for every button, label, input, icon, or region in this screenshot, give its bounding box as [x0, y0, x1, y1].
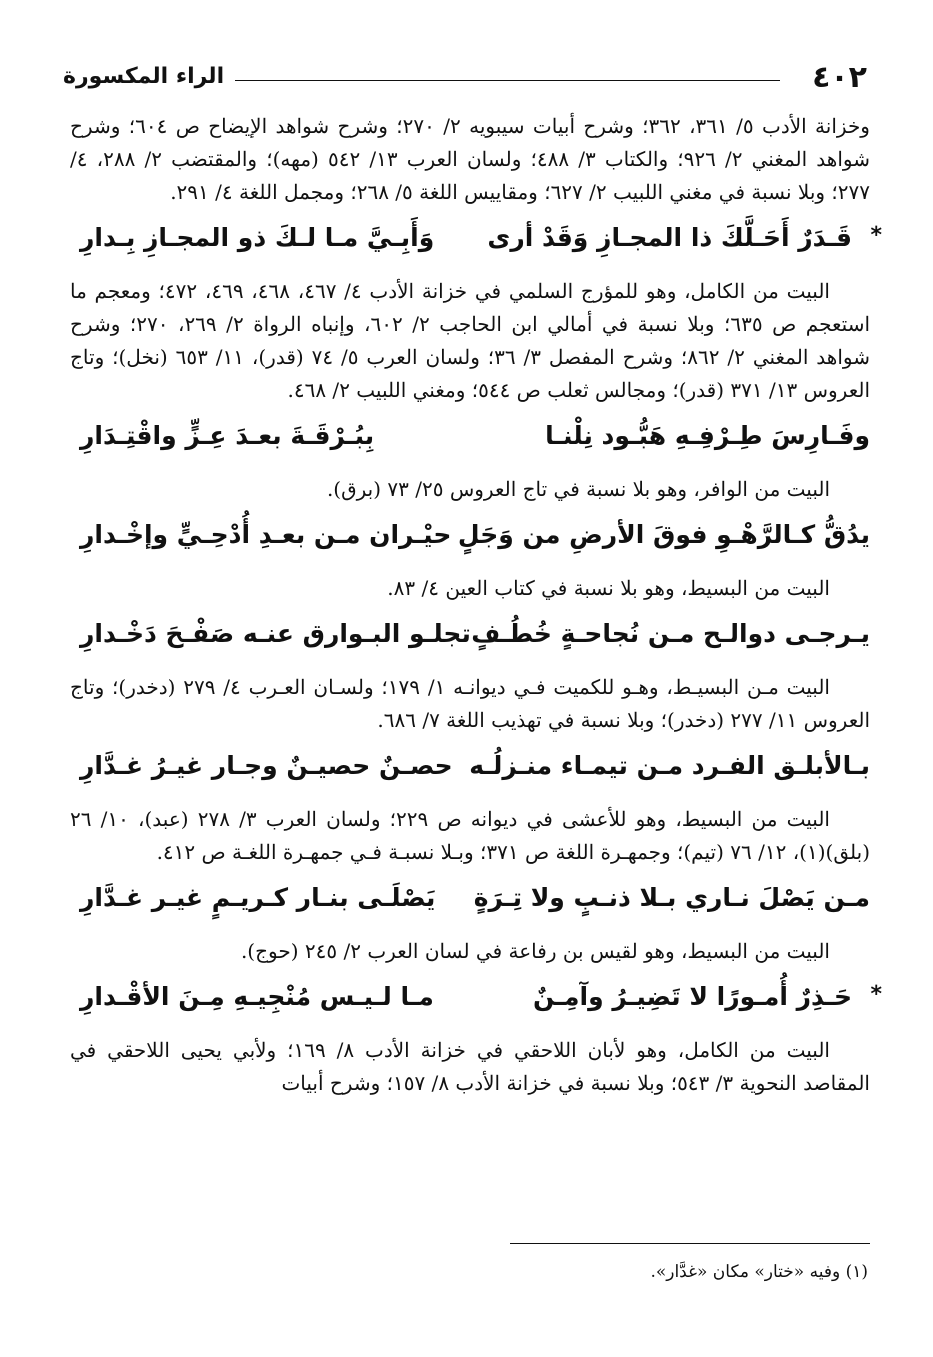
poetry-verse — [70, 873, 870, 933]
citation-paragraph: البيت من الكامل، وهو لأبان اللاحقي في خزانة الأدب ٨/ ١٦٩؛ ولأبي يحيى اللاحقي في المقاصد النحوية ٣/ ٥٤٣؛ وبلا نسبة في خزانة الأدب ٨/ ١٥٧؛ وشرح أبيات — [70, 1038, 870, 1095]
poetry-verse — [70, 213, 882, 273]
verse-first-hemistich: حَـذِرٌ أُمـورًا لا تَضِيـرُ وآمِـنٌ — [532, 982, 852, 1011]
verse-marker: * — [870, 982, 882, 1007]
citation-paragraph: وخزانة الأدب ٥/ ٣٦١، ٣٦٢؛ وشرح أبيات سيبويه ٢/ ٢٧٠؛ وشرح شواهد الإيضاح ص ٦٠٤؛ وشرح شواهد المغني ٢/ ٩٢٦؛ والكتاب ٣/ ٤٨٨؛ ولسان العرب ١٣/ ٥٤٢ (مهه)؛ والمقتضب ٢/ ٢٨٨، ٤/ ٢٧٧؛ وبلا نسبة في مغني اللبيب ٢/ ٦٢٧؛ ومقاييس اللغة ٥/ ٢٦٨؛ ومجمل اللغة ٤/ ٢٩١. — [70, 114, 870, 204]
verse-second-hemistich: حيْـران مـن بعـدِ أُدْحِـيٍّ وإخْـدارِ — [80, 520, 452, 549]
verse-first-hemistich: يدُقُّ كـالرَّهْـوِ فوقَ الأرضِ من وَجَلٍ — [457, 520, 870, 549]
citation-paragraph: البيت من البسيط، وهو للأعشى في ديوانه ص ٢٢٩؛ ولسان العرب ٣/ ٢٧٨ (عبد)، ١٠/ ٢٦ (بلق)(١)، ١٢/ ٧٦ (تيم)؛ وجمهـرة اللغة ص ٣٧١؛ وبـلا نسبـة فـي جمهـرة اللغـة ص ٤١٢. — [70, 807, 870, 864]
citation-paragraph: البيت من البسيط، وهو لقيس بن رفاعة في لسان العرب ٢/ ٢٤٥ (حوج). — [240, 939, 830, 963]
citation-paragraph: البيت مـن البسيـط، وهـو للكميت فـي ديوانـه ١/ ١٧٩؛ ولسـان العـرب ٤/ ٢٧٩ (دخدر)؛ وتاج العروس ١١/ ٢٧٧ (دخدر)؛ وبلا نسبة في تهذيب اللغة ٧/ ٦٨٦. — [70, 675, 870, 732]
verse-first-hemistich: يـرجـى دوالـح مـن نُجاحـةٍ خُطُـفٍ — [471, 619, 870, 648]
footnote: (١) وفيه «ختار» مكان «غدَّار». — [650, 1262, 868, 1282]
poetry-verse — [70, 411, 870, 471]
poetry-verse — [70, 741, 870, 801]
verse-second-hemistich: مـا لـيـس مُنْجِيـهِ مِـنَ الأقْـدارِ — [80, 982, 434, 1011]
verse-first-hemistich: بـالأبلـق الفـرد مـن تيمـاء منـزلُـه — [469, 751, 870, 780]
verse-first-hemistich: قَـدَرٌ أَحَـلَّكَ ذا المجـازِ وَقَدْ أرى — [487, 223, 852, 252]
verse-second-hemistich: حصـنٌ حصيـنٌ وجـار غيـرُ غـدَّارِ — [80, 751, 453, 780]
running-title: الراء المكسورة — [63, 64, 225, 89]
poetry-verse — [70, 510, 870, 570]
page-header — [55, 60, 875, 100]
verse-second-hemistich: وَأَبِـيَّ مـا لـكَ ذو المجـازِ بِـدارِ — [80, 223, 435, 252]
verse-first-hemistich: وفَـارِسَ طِـرْفِـهِ هَبُّـود نِلْنـا — [545, 421, 870, 450]
verse-second-hemistich: تجلـو البـوارق عنـه صَفْـحَ دَخْـدارِ — [80, 619, 471, 648]
verse-marker: * — [870, 223, 882, 248]
verse-second-hemistich: يَصْلَـى بنـار كـريـمٍ غيـر غـدَّارِ — [80, 883, 436, 912]
verse-first-hemistich: مـن يَصْلَ نـاري بـلا ذنـبٍ ولا تِـرَةٍ — [473, 883, 870, 912]
header-rule — [235, 80, 780, 81]
citation-paragraph: البيت من الكامل، وهو للمؤرج السلمي في خزانة الأدب ٤/ ٤٦٧، ٤٦٨، ٤٦٩، ٤٧٢؛ ومعجم ما استعجم ص ٦٣٥؛ وبلا نسبة في أمالي ابن الحاجب ٢/ ٦٠٢، وإنباه الرواة ٢/ ٢٦٩، ٢٧٠؛ وشرح شواهد المغني ٢/ ٨٦٢؛ وشرح المفصل ٣/ ٣٦؛ ولسان العرب ٥/ ٧٤ (قدر)، ١١/ ٦٥٣ (نخل)؛ وتاج العروس ١٣/ ٣٧١ (قدر)؛ ومجالس ثعلب ص ٥٤٤؛ ومغني اللبيب ٢/ ٤٦٨. — [70, 279, 871, 402]
poetry-verse — [70, 609, 870, 669]
citation-paragraph: البيت من البسيط، وهو بلا نسبة في كتاب العين ٤/ ٨٣. — [387, 576, 830, 600]
footnote-separator — [510, 1243, 870, 1244]
citation-paragraph: البيت من الوافر، وهو بلا نسبة في تاج العروس ٢٥/ ٧٣ (برق). — [326, 477, 830, 501]
poetry-verse — [70, 972, 882, 1032]
verse-second-hemistich: بِبُـرْقَـةَ بعـدَ عِـزٍّ واقْتِـدَارِ — [80, 421, 375, 450]
page-number: ٤٠٢ — [812, 60, 867, 95]
page-body — [70, 110, 882, 1100]
